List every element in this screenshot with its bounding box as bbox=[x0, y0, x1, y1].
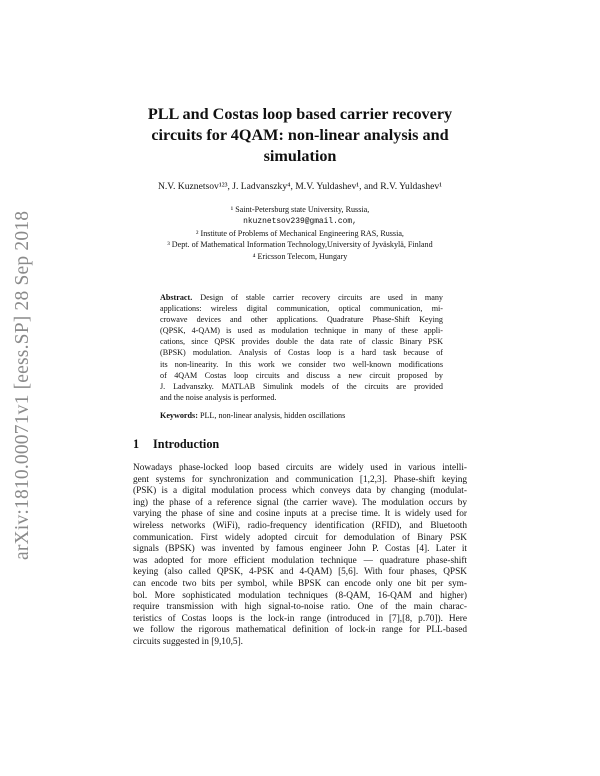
author-email: nkuznetsov239@gmail.com, bbox=[243, 216, 357, 226]
abstract-line: applications: wireless digital communication, optical communication, mi- bbox=[160, 304, 443, 314]
abstract-line: of 4QAM Costas loop circuits and discuss a new circuit proposed by bbox=[160, 370, 443, 380]
body-line: gent systems for synchronization and communication [1,2,3]. Phase-shift keying bbox=[133, 474, 467, 485]
section-heading bbox=[133, 436, 219, 452]
title-line: circuits for 4QAM: non-linear analysis and bbox=[151, 126, 449, 144]
keywords bbox=[160, 410, 443, 421]
body-line: varying the phase of sine and cosine inputs at a precise time. It is widely used for bbox=[133, 509, 467, 520]
body-line: (PSK) is a digital modulation process which conveys data by changing (modulat- bbox=[133, 486, 467, 497]
paper-title bbox=[120, 104, 480, 167]
abstract bbox=[160, 292, 443, 403]
affiliation-1: ¹ Saint-Petersburg state University, Russia, bbox=[230, 205, 370, 214]
body-line: signals (BPSK) was invented by famous engineer John P. Costas [4]. Later it bbox=[133, 544, 467, 555]
abstract-line: (QPSK, 4-QAM) is used as modulation technique in many of these appli- bbox=[160, 326, 443, 336]
section-number: 1 bbox=[133, 437, 140, 451]
title-line: simulation bbox=[263, 147, 337, 165]
author-list: N.V. Kuznetsov¹²³, J. Ladvanszky⁴, M.V. Yuldashev¹, and R.V. Yuldashev¹ bbox=[157, 181, 443, 192]
affiliations bbox=[100, 204, 500, 263]
arxiv-stamp bbox=[6, 200, 36, 560]
body-line: wireless networks (WiFi), radio-frequency identification (RFID), and Bluetooth bbox=[133, 520, 467, 531]
abstract-line: J. Ladvanszky. MATLAB Simulink models of the circuits are provided bbox=[160, 381, 443, 391]
body-line: keying (also called QPSK, 4-PSK and 4-QAM) [5,6]. With four phases, QPSK bbox=[133, 567, 467, 578]
abstract-line: and the noise analysis is performed. bbox=[160, 392, 277, 402]
introduction-text bbox=[133, 463, 467, 649]
body-line: ing) the phase of a reference signal (the carrier wave). The modulation occurs by bbox=[133, 497, 467, 508]
abstract-line: crowave devices and other applications. Quadrature Phase-Shift Keying bbox=[160, 315, 443, 325]
abstract-line-text: Design of stable carrier recovery circuits are used in many bbox=[200, 293, 443, 302]
affiliation-3: ³ Dept. of Mathematical Information Technology,University of Jyväskylä, Finland bbox=[167, 240, 433, 250]
title-line: PLL and Costas loop based carrier recovery bbox=[147, 105, 453, 123]
body-line: require transmission with high signal-to-noise ratio. One of the main charac- bbox=[133, 602, 467, 613]
body-line: was adopted for more efficient modulation technique — quadrature phase-shift bbox=[133, 555, 467, 566]
body-line: can encode two bits per symbol, while BPSK can encode only one bit per sym- bbox=[133, 578, 467, 589]
section-title: Introduction bbox=[153, 437, 220, 451]
abstract-label: Abstract. bbox=[160, 293, 201, 302]
body-line: communication. First widely adopted circuit for demodulation of Binary PSK bbox=[133, 532, 467, 543]
body-line: teristics of Costas loops is the lock-in range (introduced in [7],[8, p.70]). Here bbox=[133, 613, 467, 624]
arxiv-stamp-text: arXiv:1810.00071v1 [eess.SP] 28 Sep 2018 bbox=[12, 210, 33, 560]
affiliation-4: ⁴ Ericsson Telecom, Hungary bbox=[252, 252, 348, 262]
keywords-label: Keywords: bbox=[160, 411, 198, 420]
abstract-line: its non-linearity. In this work we consider two well-known modifications bbox=[160, 359, 443, 369]
abstract-line: (BPSK) modulation. Analysis of Costas loop is a hard task because of bbox=[160, 348, 443, 358]
abstract-line bbox=[160, 292, 443, 303]
body-line: we follow the rigorous mathematical definition of lock-in range for PLL-based bbox=[133, 625, 467, 636]
body-line: Nowadays phase-locked loop based circuits are widely used in various intelli- bbox=[133, 463, 467, 473]
keywords-text: PLL, non-linear analysis, hidden oscillations bbox=[199, 411, 346, 420]
affiliation-2: ² Institute of Problems of Mechanical Engineering RAS, Russia, bbox=[196, 228, 404, 238]
abstract-line: cations, since QPSK provides double the data rate of classic Binary PSK bbox=[160, 337, 443, 347]
body-line: circuits suggested in [9,10,5]. bbox=[133, 636, 243, 647]
body-line: bol. More sophisticated modulation techniques (8-QAM, 16-QAM and higher) bbox=[133, 590, 467, 601]
